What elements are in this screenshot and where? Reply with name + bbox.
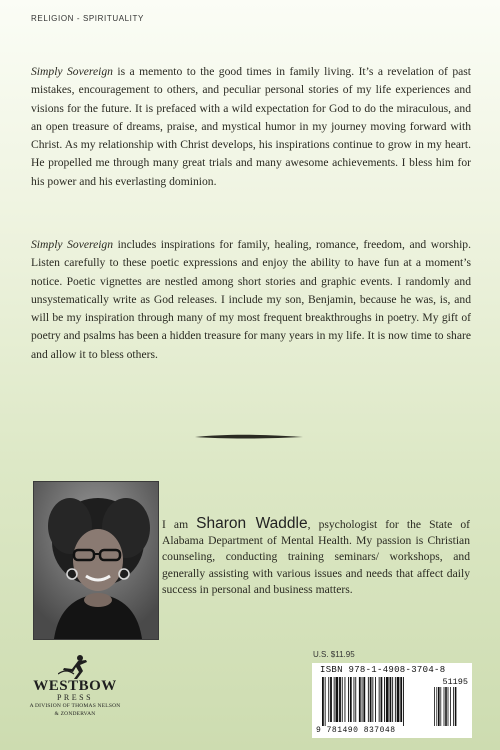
barcode-bar [350, 677, 352, 722]
barcode-bar [339, 677, 341, 722]
book-title-2: Simply Sovereign [31, 238, 114, 251]
barcode-bar [345, 677, 346, 722]
barcode-bar [334, 677, 335, 722]
barcode-bar [368, 677, 369, 722]
barcode-bar [370, 677, 372, 722]
book-title-1: Simply Sovereign [31, 65, 113, 78]
bio-prefix: I am [162, 518, 197, 531]
barcode-block [312, 663, 472, 738]
barcode-bar [381, 677, 383, 722]
barcode-addon-bar [444, 687, 445, 726]
bio-text: , psychologist for the State of Alabama Department of Mental Health. My passion is Christian counseling, conducting training seminars/ workshops, and generally assisting with various issues and needs that affect daily success in personal and business matters. [162, 518, 470, 596]
westbow-runner-logo-icon [58, 654, 92, 680]
barcode-addon-bar [450, 687, 451, 726]
barcode-bar [384, 677, 385, 722]
description-paragraph-1 [31, 63, 471, 191]
barcode-bar [397, 677, 400, 722]
barcode-addon-bar [445, 687, 447, 726]
barcode-bar [336, 677, 339, 722]
barcode-bar [386, 677, 389, 722]
barcode-bar [328, 677, 329, 722]
barcode-bar [372, 677, 373, 722]
barcode-bar [322, 677, 324, 726]
barcode-addon-code: 51195 [442, 677, 468, 687]
barcode-addon-bar [436, 687, 437, 726]
publisher-division-line-1: A DIVISION OF THOMAS NELSON [29, 703, 121, 709]
barcode-bar [363, 677, 365, 722]
publisher-block [20, 654, 130, 717]
barcode-addon-bar [455, 687, 457, 726]
barcode-addon-bar [438, 687, 440, 726]
barcode-bar [375, 677, 376, 722]
barcode-digits: 9 781490 837048 [316, 726, 396, 735]
barcode-bar [362, 677, 363, 722]
barcode-bar [395, 677, 396, 722]
barcode-bar [403, 677, 404, 726]
barcode-bar [354, 677, 355, 722]
publisher-press: PRESS [56, 693, 94, 702]
barcode-bar [348, 677, 349, 722]
barcode-bar [392, 677, 393, 722]
barcode-bar [355, 677, 356, 722]
barcode-bar [379, 677, 380, 722]
author-portrait-icon [34, 482, 158, 639]
description-paragraph-2 [31, 236, 471, 364]
barcode-addon-bar [434, 687, 435, 726]
barcode-bar [390, 677, 392, 722]
barcode-bar [359, 677, 361, 722]
paragraph-2-text: includes inspirations for family, healing, romance, freedom, and worship. Listen carefully to these poetic expressions and enjoy the ability to have fun at a moment’s notice. Poetic vignettes are nestled among short stories and graphic events. I randomly and unsystematically write as God releases. I include my son, Benjamin, because he was, is, and will be my inspiration through many of my most frequent breakthroughs in poetry. My gift of poetry and psalms has been a hidden treasure for many years in my life. It is now time to share and allow it to bless others. [31, 238, 471, 361]
barcode-bar [400, 677, 402, 722]
author-bio [162, 516, 470, 598]
author-photo [33, 481, 159, 640]
barcode-addon-bar [440, 687, 441, 726]
publisher-name: WESTBOW [33, 678, 117, 694]
barcode-addon-bar [448, 687, 449, 726]
price-label: U.S. $11.95 [313, 650, 355, 659]
barcode-addon-bar [453, 687, 454, 726]
swash-divider-icon [193, 432, 305, 442]
author-name: Sharon Waddle [196, 515, 308, 532]
paragraph-1-text: is a memento to the good times in family living. It’s a revelation of past mistakes, encouragement to others, and peculiar personal stories of my life experiences and visions for the future. It is prefaced with a wild expectation for God to do the miraculous, and an open treasure of dreams, praise, and mystical humor in my journey moving forward with Christ. As my relationship with Christ develops, his inspirations continue to grow in my heart. He propelled me through many great trials and many awesome achievements. I bless him for his power and his everlasting dominion. [31, 65, 471, 188]
isbn-text: ISBN 978-1-4908-3704-8 [320, 665, 446, 675]
category-label: RELIGION - SPIRITUALITY [31, 14, 144, 23]
barcode-icon [316, 677, 468, 726]
publisher-division-line-2: & ZONDERVAN [54, 710, 96, 717]
barcode-bar [342, 677, 343, 722]
barcode-bar [325, 677, 326, 726]
barcode-bar [330, 677, 332, 722]
